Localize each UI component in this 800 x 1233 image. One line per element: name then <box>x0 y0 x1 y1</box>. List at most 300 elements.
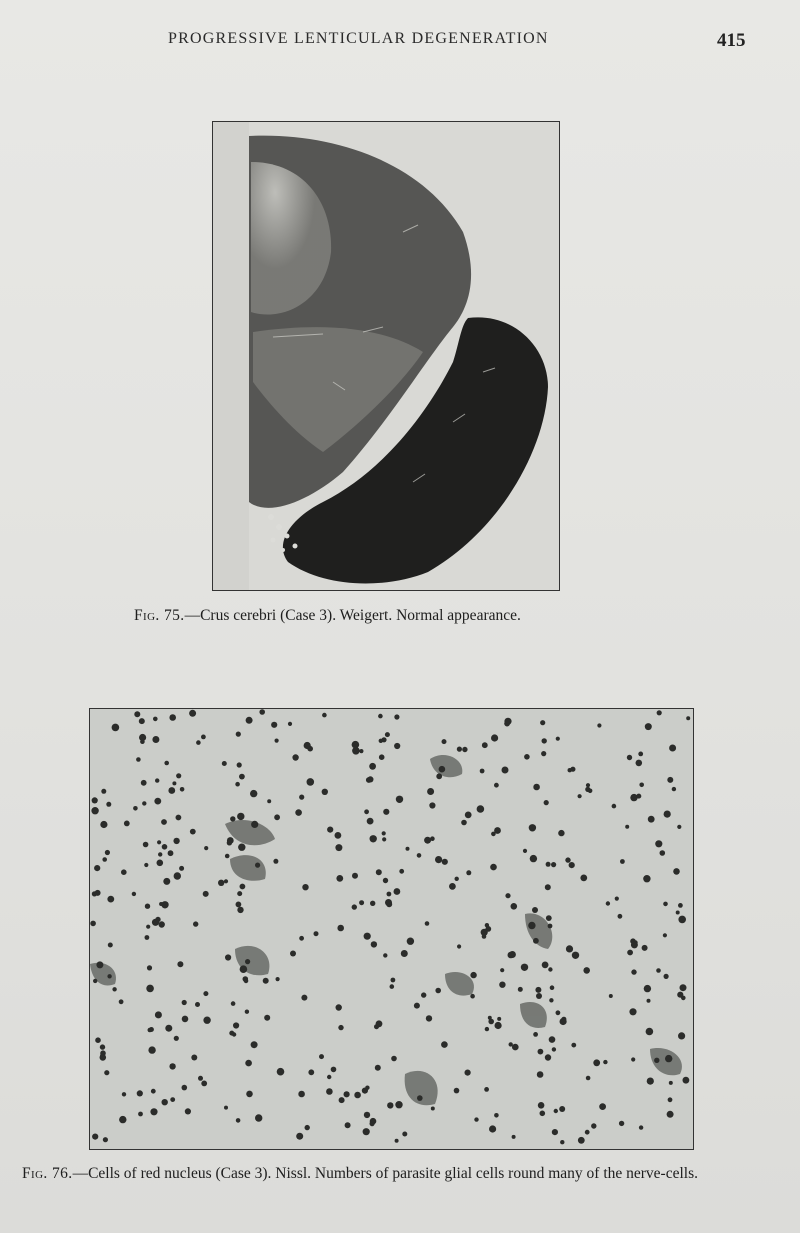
glial-nucleus <box>612 804 617 809</box>
glial-nucleus <box>174 872 181 879</box>
figure-76-image <box>90 709 693 1149</box>
glial-nucleus <box>173 838 179 844</box>
figure-75-label: Fig. 75. <box>134 607 185 624</box>
glial-nucleus <box>364 1112 370 1118</box>
glial-nucleus <box>327 827 333 833</box>
glial-nucleus <box>643 875 650 882</box>
glial-nucleus <box>271 722 277 728</box>
glial-nucleus <box>105 850 110 855</box>
glial-nucleus <box>198 1076 203 1081</box>
figure-75-photomicrograph <box>212 121 560 591</box>
glial-nucleus <box>538 1102 545 1109</box>
glial-nucleus <box>177 961 183 967</box>
glial-nucleus <box>683 1077 690 1084</box>
glial-nucleus <box>578 1137 585 1144</box>
glial-nucleus <box>665 1055 672 1062</box>
glial-nucleus <box>143 842 149 848</box>
glial-nucleus <box>572 952 579 959</box>
glial-nucleus <box>158 852 162 856</box>
glial-nucleus <box>542 962 549 969</box>
glial-nucleus <box>307 746 313 752</box>
glial-nucleus <box>267 799 271 803</box>
glial-nucleus <box>102 857 107 862</box>
glial-nucleus <box>394 714 399 719</box>
glial-nucleus <box>168 787 175 794</box>
glial-nucleus <box>151 1089 156 1094</box>
glial-nucleus <box>273 859 278 864</box>
glial-nucleus <box>224 879 228 883</box>
glial-nucleus <box>383 809 389 815</box>
glial-nucleus <box>96 961 103 968</box>
glial-nucleus <box>227 840 232 845</box>
glial-nucleus <box>556 1010 561 1015</box>
glial-nucleus <box>163 878 170 885</box>
glial-nucleus <box>530 855 537 862</box>
glial-nucleus <box>180 787 185 792</box>
glial-nucleus <box>139 734 146 741</box>
glial-nucleus <box>326 1088 333 1095</box>
glial-nucleus <box>387 892 392 897</box>
glial-nucleus <box>290 951 296 957</box>
glial-nucleus <box>335 844 342 851</box>
glial-nucleus <box>185 1108 191 1114</box>
glial-nucleus <box>638 752 643 757</box>
glial-nucleus <box>387 1102 393 1108</box>
glial-nucleus <box>660 850 666 856</box>
running-head: PROGRESSIVE LENTICULAR DEGENERATION <box>168 30 549 47</box>
glial-nucleus <box>230 816 235 821</box>
glial-nucleus <box>251 1041 258 1048</box>
glial-nucleus <box>678 903 683 908</box>
glial-nucleus <box>276 977 280 981</box>
glial-nucleus <box>537 1071 544 1078</box>
glial-nucleus <box>560 1018 567 1025</box>
glial-nucleus <box>264 1015 270 1021</box>
figure-76-caption-text: —Cells of red nucleus (Case 3). Nissl. Numbers of parasite glial cells round many of the nerve-cells. <box>72 1165 698 1182</box>
glial-nucleus <box>639 783 644 788</box>
glial-nucleus <box>505 893 510 898</box>
glial-nucleus <box>570 767 575 772</box>
glial-nucleus <box>244 979 249 984</box>
figure-76-label: Fig. 76. <box>22 1165 73 1182</box>
glial-nucleus <box>382 837 386 841</box>
glial-nucleus <box>301 995 307 1001</box>
glial-nucleus <box>495 1022 502 1029</box>
glial-nucleus <box>136 757 141 762</box>
glial-nucleus <box>203 991 208 996</box>
glial-nucleus <box>606 901 610 905</box>
glial-nucleus <box>204 846 208 850</box>
glial-nucleus <box>382 831 386 835</box>
glial-nucleus <box>379 739 383 743</box>
glial-nucleus <box>95 1037 101 1043</box>
glial-nucleus <box>394 743 400 749</box>
glial-nucleus <box>461 820 467 826</box>
glial-nucleus <box>494 783 499 788</box>
glial-nucleus <box>352 873 358 879</box>
glial-nucleus <box>138 1112 143 1117</box>
glial-nucleus <box>295 809 302 816</box>
glial-nucleus <box>454 1088 460 1094</box>
glial-nucleus <box>94 865 100 871</box>
glial-nucleus <box>245 959 250 964</box>
glial-nucleus <box>201 735 206 740</box>
glial-nucleus <box>100 1054 107 1061</box>
glial-nucleus <box>535 987 541 993</box>
glial-nucleus <box>369 763 376 770</box>
glial-nucleus <box>148 1046 155 1053</box>
glial-nucleus <box>367 776 373 782</box>
glial-nucleus <box>494 827 501 834</box>
glial-nucleus <box>383 953 387 957</box>
glial-nucleus <box>335 832 342 839</box>
glial-nucleus <box>165 1025 172 1032</box>
glial-nucleus <box>500 968 504 972</box>
glial-nucleus <box>391 1056 397 1062</box>
glial-nucleus <box>680 984 687 991</box>
glial-nucleus <box>465 812 472 819</box>
glial-nucleus <box>375 1065 381 1071</box>
glial-nucleus <box>155 1011 162 1018</box>
glial-nucleus <box>560 1140 564 1144</box>
glial-nucleus <box>145 935 150 940</box>
glial-nucleus <box>548 924 553 929</box>
glial-nucleus <box>237 813 244 820</box>
glial-nucleus <box>112 987 116 991</box>
figure-76-caption <box>22 1164 770 1183</box>
glial-nucleus <box>631 1057 635 1061</box>
glial-nucleus <box>466 870 471 875</box>
glial-nucleus <box>122 1092 126 1096</box>
glial-nucleus <box>484 1087 489 1092</box>
glial-nucleus <box>528 922 535 929</box>
glial-nucleus <box>427 788 434 795</box>
glial-nucleus <box>364 933 371 940</box>
glial-nucleus <box>430 836 435 841</box>
glial-nucleus <box>157 840 161 844</box>
glial-nucleus <box>339 1097 345 1103</box>
glial-nucleus <box>92 891 97 896</box>
glial-nucleus <box>229 1031 234 1036</box>
glial-nucleus <box>504 721 510 727</box>
glial-nucleus <box>533 938 539 944</box>
glial-nucleus <box>169 1063 175 1069</box>
glial-nucleus <box>508 952 515 959</box>
glial-nucleus <box>237 891 242 896</box>
glial-nucleus <box>512 1044 519 1051</box>
glial-nucleus <box>190 829 196 835</box>
glial-nucleus <box>603 1060 607 1064</box>
glial-nucleus <box>647 1078 654 1085</box>
glial-nucleus <box>619 1121 624 1126</box>
glial-nucleus <box>668 1097 673 1102</box>
glial-nucleus <box>238 844 245 851</box>
glial-nucleus <box>119 1116 126 1123</box>
glial-nucleus <box>406 847 410 851</box>
figure-75-caption-text: —Crus cerebri (Case 3). Weigert. Normal appearance. <box>184 607 521 624</box>
glial-nucleus <box>664 811 671 818</box>
glial-nucleus <box>263 978 269 984</box>
glial-nucleus <box>250 790 257 797</box>
glial-nucleus <box>569 862 575 868</box>
glial-nucleus <box>441 1041 448 1048</box>
glial-nucleus <box>669 745 676 752</box>
glial-nucleus <box>512 1135 516 1139</box>
glial-nucleus <box>235 782 240 787</box>
glial-nucleus <box>255 1114 262 1121</box>
glial-nucleus <box>669 1081 673 1085</box>
glial-nucleus <box>245 1060 252 1067</box>
glial-nucleus <box>546 915 552 921</box>
glial-nucleus <box>648 816 655 823</box>
glial-nucleus <box>394 888 401 895</box>
glial-nucleus <box>532 907 538 913</box>
glial-nucleus <box>314 931 319 936</box>
glial-nucleus <box>636 794 641 799</box>
glial-nucleus <box>521 964 528 971</box>
glial-nucleus <box>645 723 652 730</box>
glial-nucleus <box>124 821 130 827</box>
glial-nucleus <box>144 863 148 867</box>
glial-nucleus <box>654 1058 659 1063</box>
glial-nucleus <box>345 1122 351 1128</box>
glial-nucleus <box>524 754 530 760</box>
glial-nucleus <box>172 781 176 785</box>
glial-nucleus <box>465 1070 471 1076</box>
glial-nucleus <box>565 857 570 862</box>
glial-nucleus <box>150 1108 157 1115</box>
glial-nucleus <box>92 1134 98 1140</box>
glial-nucleus <box>363 1128 370 1135</box>
glial-nucleus <box>502 767 509 774</box>
glial-nucleus <box>559 1106 565 1112</box>
glial-nucleus <box>676 911 680 915</box>
glial-nucleus <box>491 734 498 741</box>
glial-nucleus <box>677 992 683 998</box>
glial-nucleus <box>656 968 661 973</box>
glial-nucleus <box>224 1106 228 1110</box>
glial-nucleus <box>533 784 540 791</box>
glial-nucleus <box>545 1054 551 1060</box>
glial-nucleus <box>146 985 154 993</box>
glial-nucleus <box>550 985 555 990</box>
glial-nucleus <box>159 921 165 927</box>
glial-nucleus <box>259 709 265 715</box>
glial-nucleus <box>365 1086 369 1090</box>
glial-nucleus <box>179 866 184 871</box>
figure-75-image <box>213 122 559 590</box>
glial-nucleus <box>245 1010 249 1014</box>
glial-nucleus <box>292 754 298 760</box>
glial-nucleus <box>354 1092 361 1099</box>
glial-nucleus <box>336 1004 342 1010</box>
glial-nucleus <box>239 774 245 780</box>
glial-nucleus <box>370 1121 375 1126</box>
glial-nucleus <box>655 840 662 847</box>
glial-nucleus <box>277 1068 285 1076</box>
glial-nucleus <box>414 1003 420 1009</box>
glial-nucleus <box>417 853 422 858</box>
glial-nucleus <box>218 880 224 886</box>
glial-nucleus <box>153 717 158 722</box>
glial-nucleus <box>646 1028 654 1036</box>
glial-nucleus <box>455 877 459 881</box>
glial-nucleus <box>431 1107 435 1111</box>
glial-nucleus <box>162 844 168 850</box>
glial-nucleus <box>134 711 140 717</box>
glial-nucleus <box>203 891 209 897</box>
glial-nucleus <box>482 742 488 748</box>
glial-nucleus <box>625 825 629 829</box>
glial-nucleus <box>240 884 246 890</box>
glial-nucleus <box>337 925 344 932</box>
glial-nucleus <box>474 1117 478 1121</box>
glial-nucleus <box>168 850 174 856</box>
glial-nucleus <box>499 982 505 988</box>
glial-nucleus <box>620 859 625 864</box>
glial-nucleus <box>231 1001 236 1006</box>
glial-nucleus <box>558 830 564 836</box>
glial-nucleus <box>107 974 111 978</box>
glial-nucleus <box>686 716 690 720</box>
glial-nucleus <box>275 739 279 743</box>
glial-nucleus <box>540 1111 546 1117</box>
glial-nucleus <box>585 1130 590 1135</box>
glial-nucleus <box>121 869 127 875</box>
glial-nucleus <box>383 878 388 883</box>
glial-nucleus <box>154 798 161 805</box>
glial-nucleus <box>319 1054 324 1059</box>
glial-nucleus <box>142 801 146 805</box>
glial-nucleus <box>672 787 676 791</box>
glial-nucleus <box>395 1139 399 1143</box>
glial-nucleus <box>644 985 651 992</box>
glial-nucleus <box>251 821 258 828</box>
glial-nucleus <box>571 1043 576 1048</box>
glial-nucleus <box>233 1022 239 1028</box>
glial-nucleus <box>442 859 448 865</box>
glial-nucleus <box>385 732 390 737</box>
glial-nucleus <box>370 835 377 842</box>
glial-nucleus <box>299 795 304 800</box>
glial-nucleus <box>100 1044 105 1049</box>
figure-75-caption <box>134 607 694 625</box>
glial-nucleus <box>90 921 96 927</box>
glial-nucleus <box>551 862 556 867</box>
glial-nucleus <box>182 1016 189 1023</box>
glial-nucleus <box>533 1032 538 1037</box>
glial-nucleus <box>615 897 619 901</box>
glial-nucleus <box>457 747 462 752</box>
glial-nucleus <box>435 988 441 994</box>
glial-nucleus <box>246 1091 253 1098</box>
glial-nucleus <box>556 737 560 741</box>
glial-nucleus <box>591 1123 596 1128</box>
glial-nucleus <box>191 1055 197 1061</box>
glial-nucleus <box>586 1076 591 1081</box>
glial-nucleus <box>593 1059 600 1066</box>
glial-nucleus <box>536 993 542 999</box>
page-number: 415 <box>717 30 746 51</box>
glial-nucleus <box>137 1090 143 1096</box>
glial-nucleus <box>636 760 643 767</box>
glial-nucleus <box>201 1081 207 1087</box>
glial-nucleus <box>580 875 587 882</box>
glial-nucleus <box>378 714 383 719</box>
glial-nucleus <box>101 789 106 794</box>
glial-nucleus <box>107 896 114 903</box>
glial-nucleus <box>586 783 590 787</box>
glial-nucleus <box>554 1109 558 1113</box>
glial-nucleus <box>545 884 551 890</box>
glial-nucleus <box>480 769 485 774</box>
glial-nucleus <box>331 1067 337 1073</box>
glial-nucleus <box>673 868 680 875</box>
glial-nucleus <box>627 950 633 956</box>
glial-nucleus <box>359 749 363 753</box>
glial-nucleus <box>429 802 435 808</box>
glial-nucleus <box>338 1025 343 1030</box>
glial-nucleus <box>225 854 230 859</box>
glial-nucleus <box>288 722 292 726</box>
glial-nucleus <box>302 884 308 890</box>
glial-nucleus <box>376 1020 383 1027</box>
glial-nucleus <box>489 1125 496 1132</box>
glial-nucleus <box>274 814 280 820</box>
glial-nucleus <box>386 901 392 907</box>
glial-nucleus <box>322 789 328 795</box>
glial-nucleus <box>189 710 196 717</box>
glial-nucleus <box>439 766 446 773</box>
glial-nucleus <box>307 778 315 786</box>
glial-nucleus <box>678 1032 685 1039</box>
glial-nucleus <box>93 979 97 983</box>
glial-nucleus <box>457 944 461 948</box>
glial-nucleus <box>371 941 377 947</box>
glial-nucleus <box>618 914 623 919</box>
glial-nucleus <box>352 904 357 909</box>
glial-nucleus <box>112 724 120 732</box>
glial-nucleus <box>399 869 404 874</box>
glial-nucleus <box>552 1047 556 1051</box>
glial-nucleus <box>436 773 442 779</box>
glial-nucleus <box>667 1111 674 1118</box>
glial-nucleus <box>609 994 613 998</box>
glial-nucleus <box>523 849 527 853</box>
glial-nucleus <box>176 815 182 821</box>
glial-nucleus <box>578 794 582 798</box>
glial-nucleus <box>449 883 456 890</box>
glial-nucleus <box>299 936 304 941</box>
glial-nucleus <box>426 1015 432 1021</box>
glial-nucleus <box>664 974 669 979</box>
glial-nucleus <box>147 965 152 970</box>
glial-nucleus <box>552 1129 558 1135</box>
glial-nucleus <box>425 921 430 926</box>
glial-nucleus <box>511 903 518 910</box>
glial-nucleus <box>141 780 147 786</box>
glial-nucleus <box>678 916 686 924</box>
glial-nucleus <box>104 1070 109 1075</box>
glial-nucleus <box>435 856 442 863</box>
glial-nucleus <box>497 1017 501 1021</box>
glial-nucleus <box>296 1133 303 1140</box>
glial-nucleus <box>494 1113 499 1118</box>
glial-nucleus <box>336 875 343 882</box>
glial-nucleus <box>145 904 150 909</box>
glial-nucleus <box>583 967 590 974</box>
glial-nucleus <box>667 777 673 783</box>
